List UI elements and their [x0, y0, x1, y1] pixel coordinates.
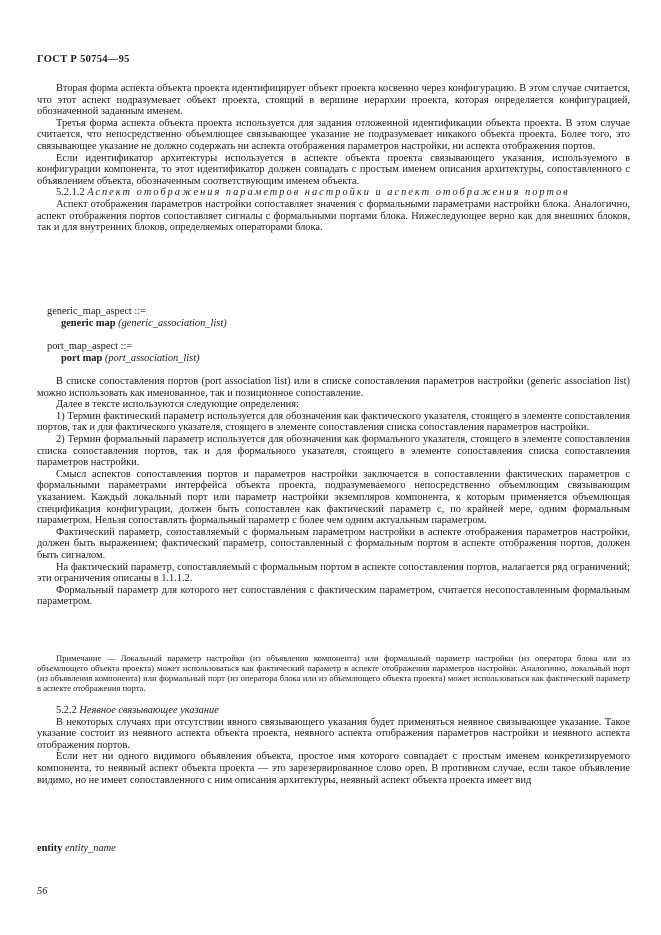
paragraph: На фактический параметр, сопоставляемый с формальным портом в аспекте сопоставления портов, налагается ряд ограничений; эти ограничения описаны в 1.1.1.2.: [37, 561, 630, 585]
section-heading: [37, 705, 630, 717]
note-block: [37, 653, 630, 693]
paragraph: Если идентификатор архитектуры используется в аспекте объекта проекта связывающего указания, используемого в конфигурации компонента, то этот идентификатор должен совпадать с простым именем описания архитектуры, сопоставленного с объявлением объекта, обозначенным соответствующим именем объекта.: [37, 152, 630, 187]
section-title: Неявное связывающее указание: [79, 705, 219, 716]
paragraph: Далее в тексте используются следующие определения:: [56, 399, 299, 411]
grammar-lhs: generic_map_aspect ::=: [47, 306, 147, 317]
grammar-rhs: [37, 843, 630, 855]
paragraph: Если нет ни одного видимого объявления объекта, простое имя которого совпадает с простым именем конкретизируемого компонента, то неявный аспект объекта проекта — это зарезервированное слово open. В противном случае, если такое объявление видимо, но не имеет сопоставленного с ним описания архитектуры, неявный аспект объекта проекта имеет вид: [37, 751, 630, 786]
paragraph: Вторая форма аспекта объекта проекта идентифицирует объект проекта косвенно через конфигурацию. В этом случае считается, что этот аспект подразумевает объект проекта, стоящий в вершине иерархии проекта, которая определяется конфигурацией, обозначенной заданным именем.: [37, 83, 630, 118]
body-block-2: [37, 376, 630, 608]
paragraph: 1) Термин фактический параметр используется для обозначения как фактического указателя, стоящего в элементе сопоставления портов, так и для фактического указателя, стоящего в элементе сопоставления списка сопоставления параметров настройки.: [37, 410, 630, 434]
grammar-port: [37, 341, 630, 365]
paragraph: Аспект отображения параметров настройки сопоставляет значения с формальными параметрами настройки блока. Аналогично, аспект отображения портов сопоставляет сигналы с формальными портами блока. Нижеследующее верно как для внешних блоков, так и для внутренних блоков, определяемых операторами блока.: [37, 198, 630, 234]
section-heading: [37, 187, 630, 199]
grammar-generic: [37, 306, 630, 330]
page-number: 56: [37, 886, 48, 897]
paragraph: 2) Термин формальный параметр используется для обозначения как формального указателя, стоящего в элементе сопоставления списка сопоставления портов, так и для формального указателя, стоящего в элементе сопоставления списка сопоставления параметров настройки.: [37, 433, 630, 469]
grammar-lhs: port_map_aspect ::=: [47, 341, 133, 352]
grammar-arg: entity_name: [65, 843, 116, 854]
keyword: entity: [37, 843, 63, 854]
paragraph: Третья форма аспекта объекта проекта используется для задания отложенной идентификации объекта проекта. В этом случае считается, что непосредственно объемлющее связывающее указание не подразумевает никакого объекта проекта. Более того, это связывающее указание не должно содержать ни аспекта отображения параметров настройки, ни аспекта отображения портов.: [37, 117, 630, 152]
standard-header: ГОСТ Р 50754—95: [37, 54, 130, 65]
section-number: 5.2.2: [56, 705, 77, 716]
body-block-1: [37, 83, 630, 234]
grammar-arg: (port_association_list): [104, 353, 200, 364]
paragraph: Формальный параметр для которого нет сопоставления с фактическим параметром, считается несопоставленным формальным параметром.: [37, 584, 630, 608]
note-text: Примечание — Локальный параметр настройки (из объявления компонента) или формальный параметр настройки (из оператора блока или из объемлющего объекта проекта) может использоваться как фактический параметр в аспекте отображения параметров настройки. Аналогично, локальный порт (из объявления компонента) или формальный порт (из оператора блока или из объемлющего объекта проекта) может использоваться как фактический параметр в аспекте отображения порта.: [37, 653, 630, 693]
keyword: port map: [61, 353, 103, 364]
paragraph: Фактический параметр, сопоставляемый с формальным параметром настройки в аспекте отображения параметров настройки, должен быть выражением; фактический параметр, сопоставленный с формальным портом в аспекте отображения портов, должен быть сигналом.: [37, 526, 630, 561]
section-number: 5.2.1.2: [56, 187, 85, 199]
paragraph: В некоторых случаях при отсутствии явного связывающего указания будет применяться неявное связывающее указание. Такое указание состоит из неявного аспекта объекта проекта, неявного аспекта отображения параметров настройки и неявного аспекта отображения портов.: [37, 716, 630, 751]
grammar-arg: (generic_association_list): [118, 318, 227, 329]
paragraph: Смысл аспектов сопоставления портов и параметров настройки заключается в сопоставлении фактических параметров с формальными параметрами интерфейса объекта проекта, подразумеваемого непосредственно объемлющим связывающим указанием. Каждый локальный порт или параметр настройки экземпляров компонента, к которым применяется объемлющая спецификация конфигурации, должен быть сопоставлен как фактический параметр с, по крайней мере, одним формальным параметром. Нельзя сопоставлять формальный параметр с более чем одним актуальным параметром.: [37, 468, 630, 527]
grammar-rhs: [37, 353, 630, 365]
grammar-rhs: [37, 318, 630, 330]
section-title: Аспект отображения параметров настройки и аспект отображения портов: [87, 187, 570, 199]
grammar-entity: [37, 843, 630, 855]
keyword: generic map: [61, 318, 116, 329]
body-block-3: [37, 705, 630, 786]
paragraph: В списке сопоставления портов (port association list) или в списке сопоставления параметров настройки (generic association list) можно использовать как именованное, так и позиционное сопоставление.: [37, 376, 630, 399]
